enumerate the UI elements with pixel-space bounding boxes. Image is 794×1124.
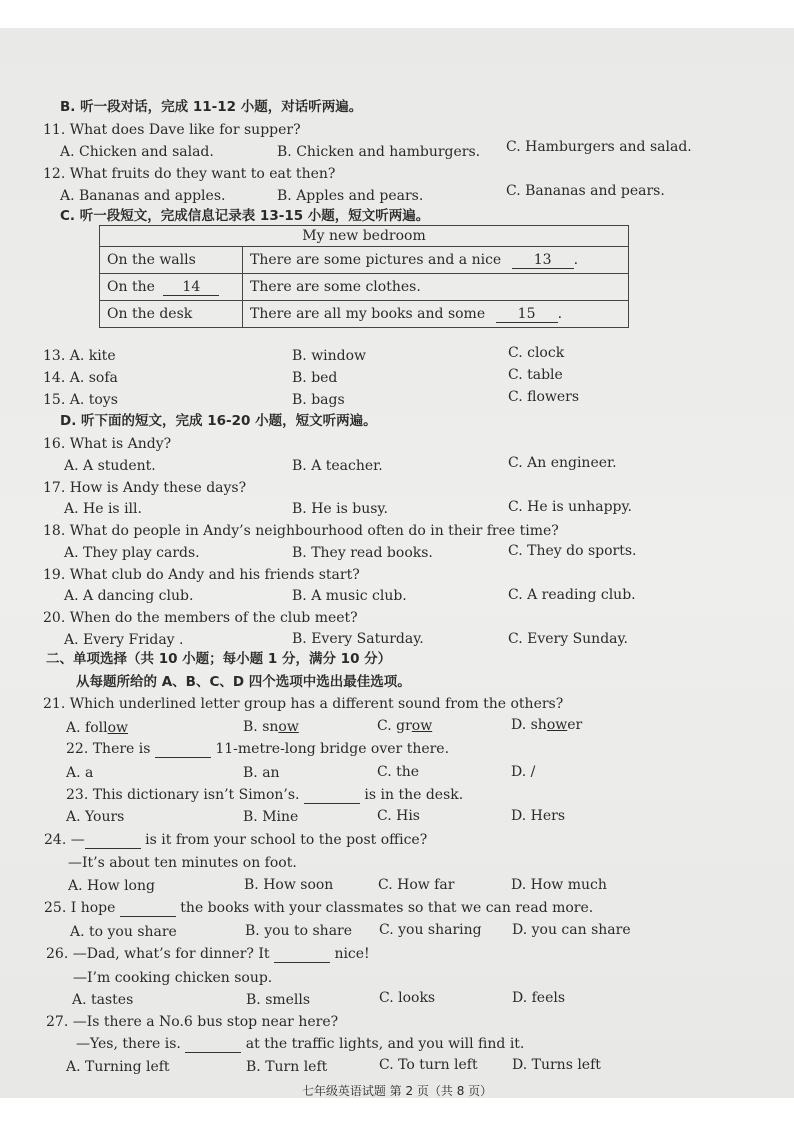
q22-option-c: C. the xyxy=(377,764,420,780)
q24-option-d: D. How much xyxy=(511,877,607,893)
blank-13[interactable]: 13 xyxy=(512,252,574,269)
q23-option-c: C. His xyxy=(377,808,420,824)
q21-option-d xyxy=(511,716,582,734)
q22-option-a: A. a xyxy=(66,765,94,781)
q12-option-a: A. Bananas and apples. xyxy=(60,188,226,204)
q21-option-c xyxy=(377,717,432,735)
q25-text-pre: 25. I hope xyxy=(44,900,116,916)
q21-a-underlined: ow xyxy=(107,720,128,736)
q27-option-d: D. Turns left xyxy=(512,1057,601,1073)
q27-text-post: at the traffic lights, and you will find it. xyxy=(245,1036,525,1052)
q12-stem: 12. What fruits do they want to eat then? xyxy=(43,166,336,182)
q27-option-a: A. Turning left xyxy=(66,1059,170,1075)
q23-option-d: D. Hers xyxy=(511,808,565,824)
page-footer: 七年级英语试题 第 2 页（共 8 页） xyxy=(301,1084,493,1098)
q24-text-post: is it from your school to the post office? xyxy=(145,832,428,848)
q24-stem xyxy=(44,831,427,849)
q22-text-pre: 22. There is xyxy=(66,741,151,757)
q22-blank[interactable] xyxy=(155,757,211,758)
q24-option-b: B. How soon xyxy=(244,877,334,893)
q27-reply xyxy=(76,1035,524,1053)
q21-option-b xyxy=(243,718,299,736)
q23-option-b: B. Mine xyxy=(243,809,299,825)
q19-option-a: A. A dancing club. xyxy=(64,588,194,604)
q13-option-b: B. window xyxy=(292,348,367,364)
q12-option-b: B. Apples and pears. xyxy=(277,188,424,204)
q19-option-c: C. A reading club. xyxy=(508,587,636,603)
q23-text-pre: 23. This dictionary isn’t Simon’s. xyxy=(66,787,300,803)
table-row-14-label xyxy=(100,274,243,301)
q26-text-post: nice! xyxy=(334,946,370,962)
q12-option-c: C. Bananas and pears. xyxy=(506,183,665,199)
period: . xyxy=(573,251,579,268)
q15-option-b: B. bags xyxy=(292,392,345,408)
q13-option-c: C. clock xyxy=(508,345,565,361)
period: . xyxy=(557,305,563,322)
q20-stem: 20. When do the members of the club meet? xyxy=(43,610,358,626)
q21-d-text: D. sh xyxy=(511,717,547,733)
q25-blank[interactable] xyxy=(120,916,176,917)
q26-option-d: D. feels xyxy=(512,990,566,1006)
q24-option-a: A. How long xyxy=(68,878,155,894)
q20-option-b: B. Every Saturday. xyxy=(292,631,424,647)
q11-option-a: A. Chicken and salad. xyxy=(60,144,214,160)
q25-option-a: A. to you share xyxy=(70,924,177,940)
q21-stem: 21. Which underlined letter group has a different sound from the others? xyxy=(43,696,564,712)
q16-option-c: C. An engineer. xyxy=(508,455,617,471)
q16-option-b: B. A teacher. xyxy=(292,458,383,474)
q22-text-post: 11-metre-long bridge over there. xyxy=(215,741,450,757)
q14-option-c: C. table xyxy=(508,367,563,383)
q26-option-b: B. smells xyxy=(246,992,311,1008)
q23-stem xyxy=(66,786,463,804)
q16-stem: 16. What is Andy? xyxy=(43,436,172,452)
q27-option-c: C. To turn left xyxy=(379,1057,478,1073)
q18-option-a: A. They play cards. xyxy=(64,545,200,561)
q11-option-c: C. Hamburgers and salad. xyxy=(506,139,692,155)
q27-blank[interactable] xyxy=(185,1052,241,1053)
table-row-desk-content xyxy=(243,301,629,328)
q20-option-c: C. Every Sunday. xyxy=(508,631,629,647)
q26-text-pre: 26. —Dad, what’s for dinner? It xyxy=(46,946,270,962)
q26-reply: —I’m cooking chicken soup. xyxy=(73,970,273,986)
q18-option-b: B. They read books. xyxy=(292,545,433,561)
q27-stem: 27. —Is there a No.6 bus stop near here? xyxy=(46,1014,339,1030)
q21-b-text: B. sn xyxy=(243,719,279,735)
q24-blank[interactable] xyxy=(85,848,141,849)
table-row-14-text: On the xyxy=(107,278,155,295)
table-row-14-content: There are some clothes. xyxy=(243,274,629,301)
q26-option-c: C. looks xyxy=(379,990,436,1006)
q14-option-a: 14. A. sofa xyxy=(43,370,118,386)
q21-option-a xyxy=(66,719,128,737)
q22-stem xyxy=(66,740,449,758)
q11-stem: 11. What does Dave like for supper? xyxy=(43,122,301,138)
table-row-walls-label: On the walls xyxy=(100,247,243,274)
q19-stem: 19. What club do Andy and his friends start? xyxy=(43,567,360,583)
q24-reply: —It’s about ten minutes on foot. xyxy=(68,855,297,871)
section-d-heading: D. 听下面的短文，完成 16-20 小题，短文听两遍。 xyxy=(60,413,377,429)
q18-stem: 18. What do people in Andy’s neighbourhood often do in their free time? xyxy=(43,523,559,539)
q22-option-d: D. / xyxy=(511,764,536,780)
q17-option-b: B. He is busy. xyxy=(292,501,388,517)
q27-option-b: B. Turn left xyxy=(246,1059,328,1075)
q16-option-a: A. A student. xyxy=(64,458,156,474)
info-record-table xyxy=(99,225,629,328)
q25-stem xyxy=(44,899,593,917)
q18-option-c: C. They do sports. xyxy=(508,543,637,559)
q23-option-a: A. Yours xyxy=(66,809,125,825)
section-b-heading: B. 听一段对话，完成 11-12 小题，对话听两遍。 xyxy=(60,99,363,115)
q22-option-b: B. an xyxy=(243,765,280,781)
table-row-desk-text: There are all my books and some xyxy=(250,305,486,322)
q19-option-b: B. A music club. xyxy=(292,588,407,604)
q23-text-post: is in the desk. xyxy=(364,787,464,803)
q21-d-tail: er xyxy=(567,717,583,733)
section-c-heading: C. 听一段短文，完成信息记录表 13-15 小题，短文听两遍。 xyxy=(60,208,430,224)
q21-b-underlined: ow xyxy=(278,719,299,735)
q26-stem xyxy=(46,945,370,963)
q24-option-c: C. How far xyxy=(378,877,455,893)
q25-option-c: C. you sharing xyxy=(379,922,482,938)
table-row-walls-text: There are some pictures and a nice xyxy=(250,251,502,268)
q13-option-a: 13. A. kite xyxy=(43,348,116,364)
q21-c-underlined: ow xyxy=(411,718,433,734)
q21-c-text: C. gr xyxy=(377,718,412,734)
q17-option-a: A. He is ill. xyxy=(64,501,142,517)
q26-option-a: A. tastes xyxy=(72,992,134,1008)
q17-stem: 17. How is Andy these days? xyxy=(43,480,247,496)
q21-d-underlined: ow xyxy=(546,717,568,733)
blank-14[interactable]: 14 xyxy=(163,279,219,296)
q15-option-c: C. flowers xyxy=(508,389,580,405)
q17-option-c: C. He is unhappy. xyxy=(508,499,632,515)
table-row-desk-label: On the desk xyxy=(100,301,243,328)
part2-heading: 二、单项选择（共 10 小题；每小题 1 分，满分 10 分） xyxy=(46,651,392,667)
q15-option-a: 15. A. toys xyxy=(43,392,118,408)
table-title: My new bedroom xyxy=(100,226,629,247)
q25-option-b: B. you to share xyxy=(245,923,353,939)
blank-15[interactable]: 15 xyxy=(496,306,558,323)
q20-option-a: A. Every Friday . xyxy=(64,632,184,648)
q26-blank[interactable] xyxy=(274,962,330,963)
q11-option-b: B. Chicken and hamburgers. xyxy=(277,144,481,160)
q23-blank[interactable] xyxy=(304,803,360,804)
part2-instruction: 从每题所给的 A、B、C、D 四个选项中选出最佳选项。 xyxy=(76,674,411,690)
q21-a-text: A. foll xyxy=(66,720,108,736)
q14-option-b: B. bed xyxy=(292,370,338,386)
q27-text-pre: —Yes, there is. xyxy=(76,1036,181,1052)
table-row-walls-content xyxy=(243,247,629,274)
q24-text-pre: 24. — xyxy=(44,832,85,848)
q25-text-post: the books with your classmates so that we can read more. xyxy=(180,900,594,916)
q25-option-d: D. you can share xyxy=(512,922,631,938)
